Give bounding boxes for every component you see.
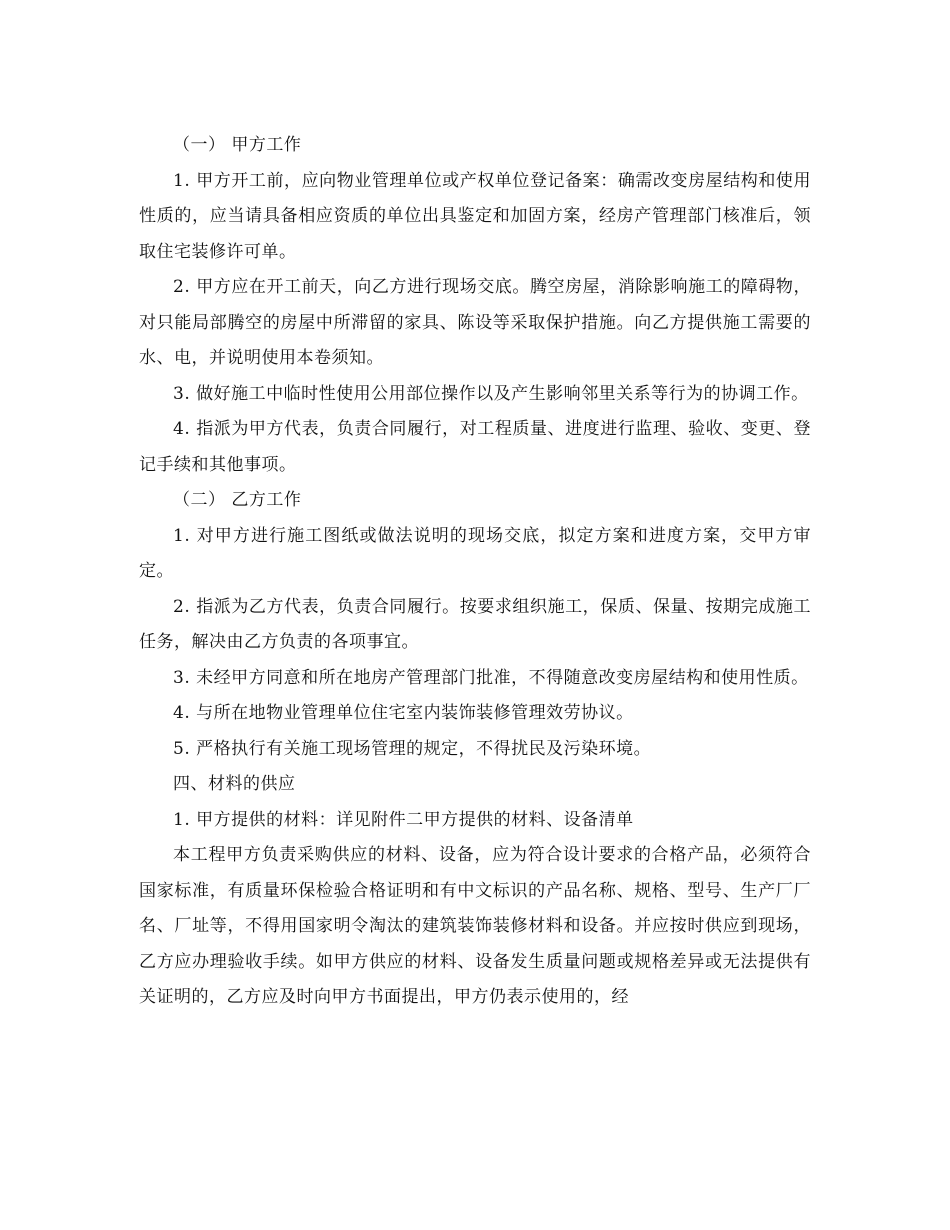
section-heading-party-b: （二） 乙方工作 xyxy=(173,490,302,510)
party-b-item-4: 4. 与所在地物业管理单位住宅室内装饰装修管理效劳协议。 xyxy=(173,703,634,723)
document-body xyxy=(139,128,811,1016)
party-b-item-5: 5. 严格执行有关施工现场管理的规定，不得扰民及污染环境。 xyxy=(173,738,652,759)
section-heading-materials: 四、材料的供应 xyxy=(173,774,296,794)
section-heading-party-a: （一） 甲方工作 xyxy=(173,135,302,155)
party-a-item-4: 4. 指派为甲方代表，负责合同履行，对工程质量、进度进行监理、验收、变更、登记手续和其他事项。 xyxy=(139,419,811,475)
party-a-item-3: 3. 做好施工中临时性使用公用部位操作以及产生影响邻里关系等行为的协调工作。 xyxy=(173,383,809,404)
materials-body-text: 本工程甲方负责采购供应的材料、设备，应为符合设计要求的合格产品，必须符合国家标准，有质量环保检验合格证明和有中文标识的产品名称、规格、型号、生产厂厂名、厂址等，不得用国家明令淘汰的建筑装饰装修材料和设备。并应按时供应到现场，乙方应办理验收手续。如甲方供应的材料、设备发生质量问题或规格差异或无法提供有关证明的，乙方应及时向甲方书面提出，甲方仍表示使用的，经 xyxy=(139,845,811,1007)
party-b-item-3: 3. 未经甲方同意和所在地房产管理部门批准，不得随意改变房屋结构和使用性质。 xyxy=(173,667,809,688)
party-b-item-2: 2. 指派为乙方代表，负责合同履行。按要求组织施工，保质、保量、按期完成施工任务，解决由乙方负责的各项事宜。 xyxy=(139,596,811,652)
materials-item-1: 1. 甲方提供的材料：详见附件二甲方提供的材料、设备清单 xyxy=(173,809,634,830)
party-b-item-1: 1. 对甲方进行施工图纸或做法说明的现场交底，拟定方案和进度方案，交甲方审定。 xyxy=(139,525,811,581)
party-a-item-2: 2. 甲方应在开工前天，向乙方进行现场交底。腾空房屋，消除影响施工的障碍物，对只能局部腾空的房屋中所滞留的家具、陈设等采取保护措施。向乙方提供施工需要的水、电，并说明使用本卷须知。 xyxy=(139,277,811,368)
party-a-item-1: 1. 甲方开工前，应向物业管理单位或产权单位登记备案：确需改变房屋结构和使用性质的，应当请具备相应资质的单位出具鉴定和加固方案，经房产管理部门核准后，领取住宅装修许可单。 xyxy=(139,170,811,262)
